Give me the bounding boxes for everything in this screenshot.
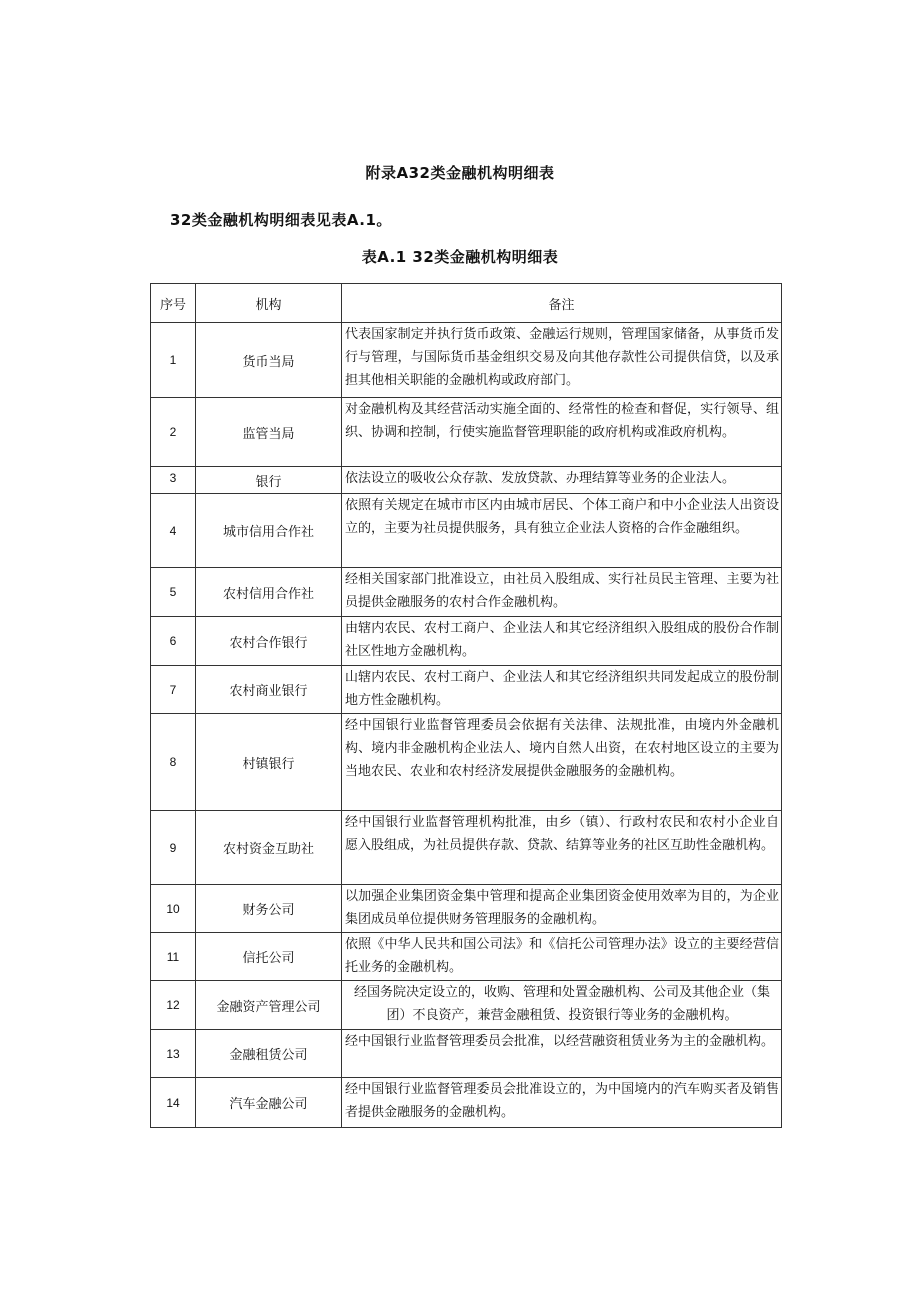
table-caption: 表A.1 32类金融机构明细表 <box>361 248 559 266</box>
table-row <box>151 494 782 568</box>
row-note: 代表国家制定并执行货币政策、金融运行规则，管理国家储备，从事货币发行与管理，与国际货币基金组织交易及向其他存款性公司提供信贷，以及承担其他相关职能的金融机构或政府部门。 <box>342 323 782 398</box>
row-institution: 货币当局 <box>196 323 342 398</box>
row-note: 经中国银行业监督管理委员会批准，以经营融资租赁业务为主的金融机构。 <box>342 1030 782 1078</box>
table-row <box>151 811 782 885</box>
table-header-row <box>151 284 782 323</box>
row-no: 8 <box>151 714 196 811</box>
row-no: 9 <box>151 811 196 885</box>
row-institution: 农村商业银行 <box>196 666 342 714</box>
row-no: 7 <box>151 666 196 714</box>
header-no: 序号 <box>151 284 196 323</box>
row-institution: 监管当局 <box>196 398 342 467</box>
table-row <box>151 1078 782 1128</box>
row-institution: 信托公司 <box>196 933 342 981</box>
row-institution: 银行 <box>196 467 342 494</box>
header-note: 备注 <box>342 284 782 323</box>
row-institution: 城市信用合作社 <box>196 494 342 568</box>
row-note: 依照有关规定在城市市区内由城市居民、个体工商户和中小企业法人出资设立的，主要为社员提供服务，具有独立企业法人资格的合作金融组织。 <box>342 494 782 568</box>
table-row <box>151 617 782 666</box>
row-no: 11 <box>151 933 196 981</box>
appendix-title: 附录A32类金融机构明细表 <box>365 164 555 182</box>
row-note: 由辖内农民、农村工商户、企业法人和其它经济组织入股组成的股份合作制社区性地方金融机构。 <box>342 617 782 666</box>
row-institution: 农村合作银行 <box>196 617 342 666</box>
row-note: 对金融机构及其经营活动实施全面的、经常性的检查和督促，实行领导、组织、协调和控制，行使实施监督管理职能的政府机构或准政府机构。 <box>342 398 782 467</box>
table-row <box>151 1030 782 1078</box>
row-no: 10 <box>151 885 196 933</box>
table-row <box>151 933 782 981</box>
table-row <box>151 323 782 398</box>
row-no: 14 <box>151 1078 196 1128</box>
row-note: 经国务院决定设立的，收购、管理和处置金融机构、公司及其他企业（集团）不良资产，兼营金融租赁、投资银行等业务的金融机构。 <box>342 981 782 1030</box>
row-no: 6 <box>151 617 196 666</box>
table-row <box>151 714 782 811</box>
institution-table <box>150 283 782 1128</box>
table-row <box>151 398 782 467</box>
row-note: 经相关国家部门批准设立，由社员入股组成、实行社员民主管理、主要为社员提供金融服务的农村合作金融机构。 <box>342 568 782 617</box>
table-row <box>151 885 782 933</box>
table-row <box>151 981 782 1030</box>
row-no: 2 <box>151 398 196 467</box>
row-note: 经中国银行业监督管理委员会批准设立的，为中国境内的汽车购买者及销售者提供金融服务的金融机构。 <box>342 1078 782 1128</box>
row-note: 经中国银行业监督管理委员会依据有关法律、法规批准，由境内外金融机构、境内非金融机构企业法人、境内自然人出资，在农村地区设立的主要为当地农民、农业和农村经济发展提供金融服务的金融机构。 <box>342 714 782 811</box>
row-no: 3 <box>151 467 196 494</box>
institution-table-container <box>150 283 781 1128</box>
row-institution: 村镇银行 <box>196 714 342 811</box>
row-institution: 农村信用合作社 <box>196 568 342 617</box>
table-row <box>151 666 782 714</box>
row-note: 经中国银行业监督管理机构批准，由乡（镇）、行政村农民和农村小企业自愿入股组成，为社员提供存款、贷款、结算等业务的社区互助性金融机构。 <box>342 811 782 885</box>
header-institution: 机构 <box>196 284 342 323</box>
row-institution: 汽车金融公司 <box>196 1078 342 1128</box>
row-note: 以加强企业集团资金集中管理和提高企业集团资金使用效率为目的，为企业集团成员单位提供财务管理服务的金融机构。 <box>342 885 782 933</box>
row-institution: 农村资金互助社 <box>196 811 342 885</box>
row-no: 4 <box>151 494 196 568</box>
row-no: 13 <box>151 1030 196 1078</box>
row-institution: 财务公司 <box>196 885 342 933</box>
table-row <box>151 568 782 617</box>
row-no: 5 <box>151 568 196 617</box>
row-no: 1 <box>151 323 196 398</box>
row-note: 依法设立的吸收公众存款、发放贷款、办理结算等业务的企业法人。 <box>342 467 782 494</box>
row-institution: 金融资产管理公司 <box>196 981 342 1030</box>
row-no: 12 <box>151 981 196 1030</box>
row-institution: 金融租赁公司 <box>196 1030 342 1078</box>
intro-text: 32类金融机构明细表见表A.1。 <box>170 211 392 229</box>
table-row <box>151 467 782 494</box>
row-note: 山辖内农民、农村工商户、企业法人和其它经济组织共同发起成立的股份制地方性金融机构。 <box>342 666 782 714</box>
row-note: 依照《中华人民共和国公司法》和《信托公司管理办法》设立的主要经营信托业务的金融机构。 <box>342 933 782 981</box>
